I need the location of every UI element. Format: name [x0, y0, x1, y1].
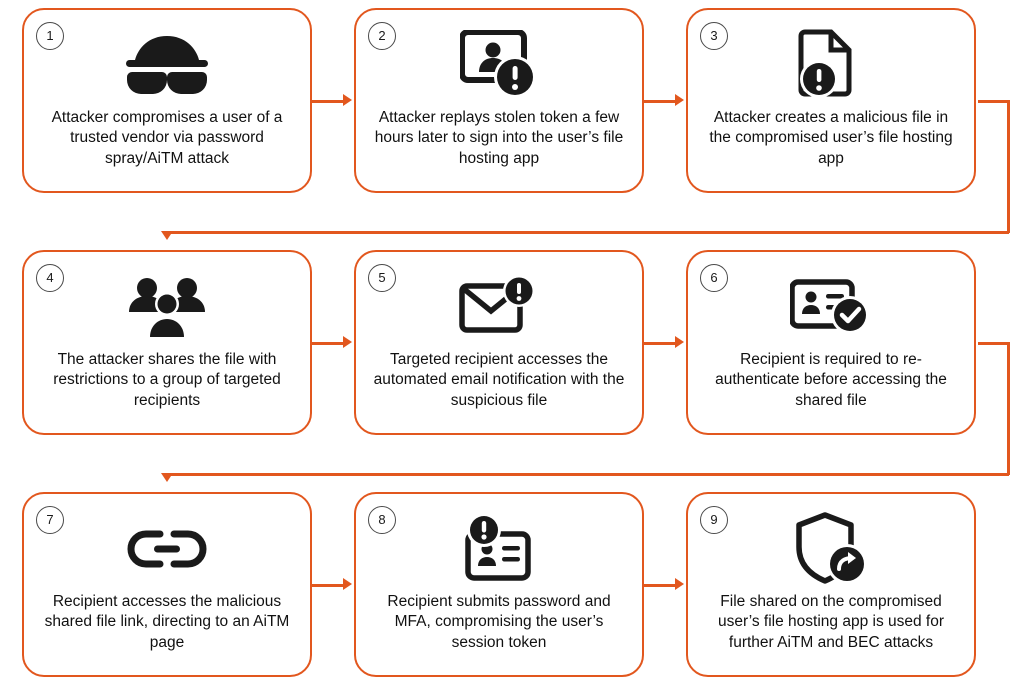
step-card-9 — [686, 492, 976, 677]
step-card-6 — [686, 250, 976, 435]
diagram-row-1 — [0, 8, 1024, 198]
step-card-2 — [354, 8, 644, 193]
step-number-badge: 4 — [36, 264, 64, 292]
email-warning-icon — [459, 264, 539, 350]
step-number-badge: 8 — [368, 506, 396, 534]
file-warning-icon — [797, 22, 865, 108]
step-card-1 — [22, 8, 312, 193]
step-number-badge: 2 — [368, 22, 396, 50]
link-chain-icon — [124, 506, 210, 592]
group-of-people-icon — [127, 264, 207, 350]
step-description: Recipient accesses the malicious shared file link, directing to an AiTM page — [44, 593, 290, 651]
step-description: Attacker creates a malicious file in the compromised user’s file hosting app — [709, 109, 953, 167]
step-card-4 — [22, 250, 312, 435]
step-description: Recipient submits password and MFA, compromising the user’s session token — [387, 593, 611, 651]
diagram-row-2 — [0, 250, 1024, 440]
connector-1-to-2 — [312, 100, 344, 103]
step-card-8 — [354, 492, 644, 677]
spy-hat-glasses-icon — [124, 22, 210, 108]
shield-forward-icon — [795, 506, 867, 592]
step-description: Attacker replays stolen token a few hours later to sign into the user’s file hosting app — [374, 109, 624, 167]
step-description: File shared on the compromised user’s file hosting app is used for further AiTM and BEC attacks — [717, 593, 945, 651]
id-card-check-icon — [790, 264, 872, 350]
connector-arrow — [343, 336, 352, 348]
connector-7-to-8 — [312, 584, 344, 587]
step-description: Targeted recipient accesses the automated email notification with the suspicious file — [373, 351, 625, 409]
connector-6-wrap-out — [978, 342, 1010, 345]
step-number-badge: 9 — [700, 506, 728, 534]
connector-6-wrap-back — [166, 473, 1009, 476]
user-id-warning-icon — [460, 22, 538, 108]
connector-arrow — [675, 336, 684, 348]
step-number-badge: 6 — [700, 264, 728, 292]
step-number-badge: 1 — [36, 22, 64, 50]
step-description: Recipient is required to re-authenticate before accessing the shared file — [715, 351, 947, 409]
step-number-badge: 5 — [368, 264, 396, 292]
connector-arrow — [675, 578, 684, 590]
connector-arrow — [343, 578, 352, 590]
connector-3-wrap-down — [1007, 100, 1010, 233]
connector-arrow — [343, 94, 352, 106]
diagram-row-3 — [0, 492, 1024, 682]
connector-arrow — [675, 94, 684, 106]
step-number-badge: 7 — [36, 506, 64, 534]
connector-3-wrap-back — [166, 231, 1009, 234]
connector-8-to-9 — [644, 584, 676, 587]
connector-3-wrap-out — [978, 100, 1010, 103]
connector-2-to-3 — [644, 100, 676, 103]
step-card-7 — [22, 492, 312, 677]
connector-5-to-6 — [644, 342, 676, 345]
connector-6-wrap-down — [1007, 342, 1010, 475]
connector-4-to-5 — [312, 342, 344, 345]
step-number-badge: 3 — [700, 22, 728, 50]
step-card-3 — [686, 8, 976, 193]
step-description: The attacker shares the file with restrictions to a group of targeted recipients — [53, 351, 281, 409]
connector-arrow — [161, 473, 173, 482]
id-card-warning-icon — [460, 506, 538, 592]
step-card-5 — [354, 250, 644, 435]
step-description: Attacker compromises a user of a trusted vendor via password spray/AiTM attack — [51, 109, 283, 167]
connector-arrow — [161, 231, 173, 240]
